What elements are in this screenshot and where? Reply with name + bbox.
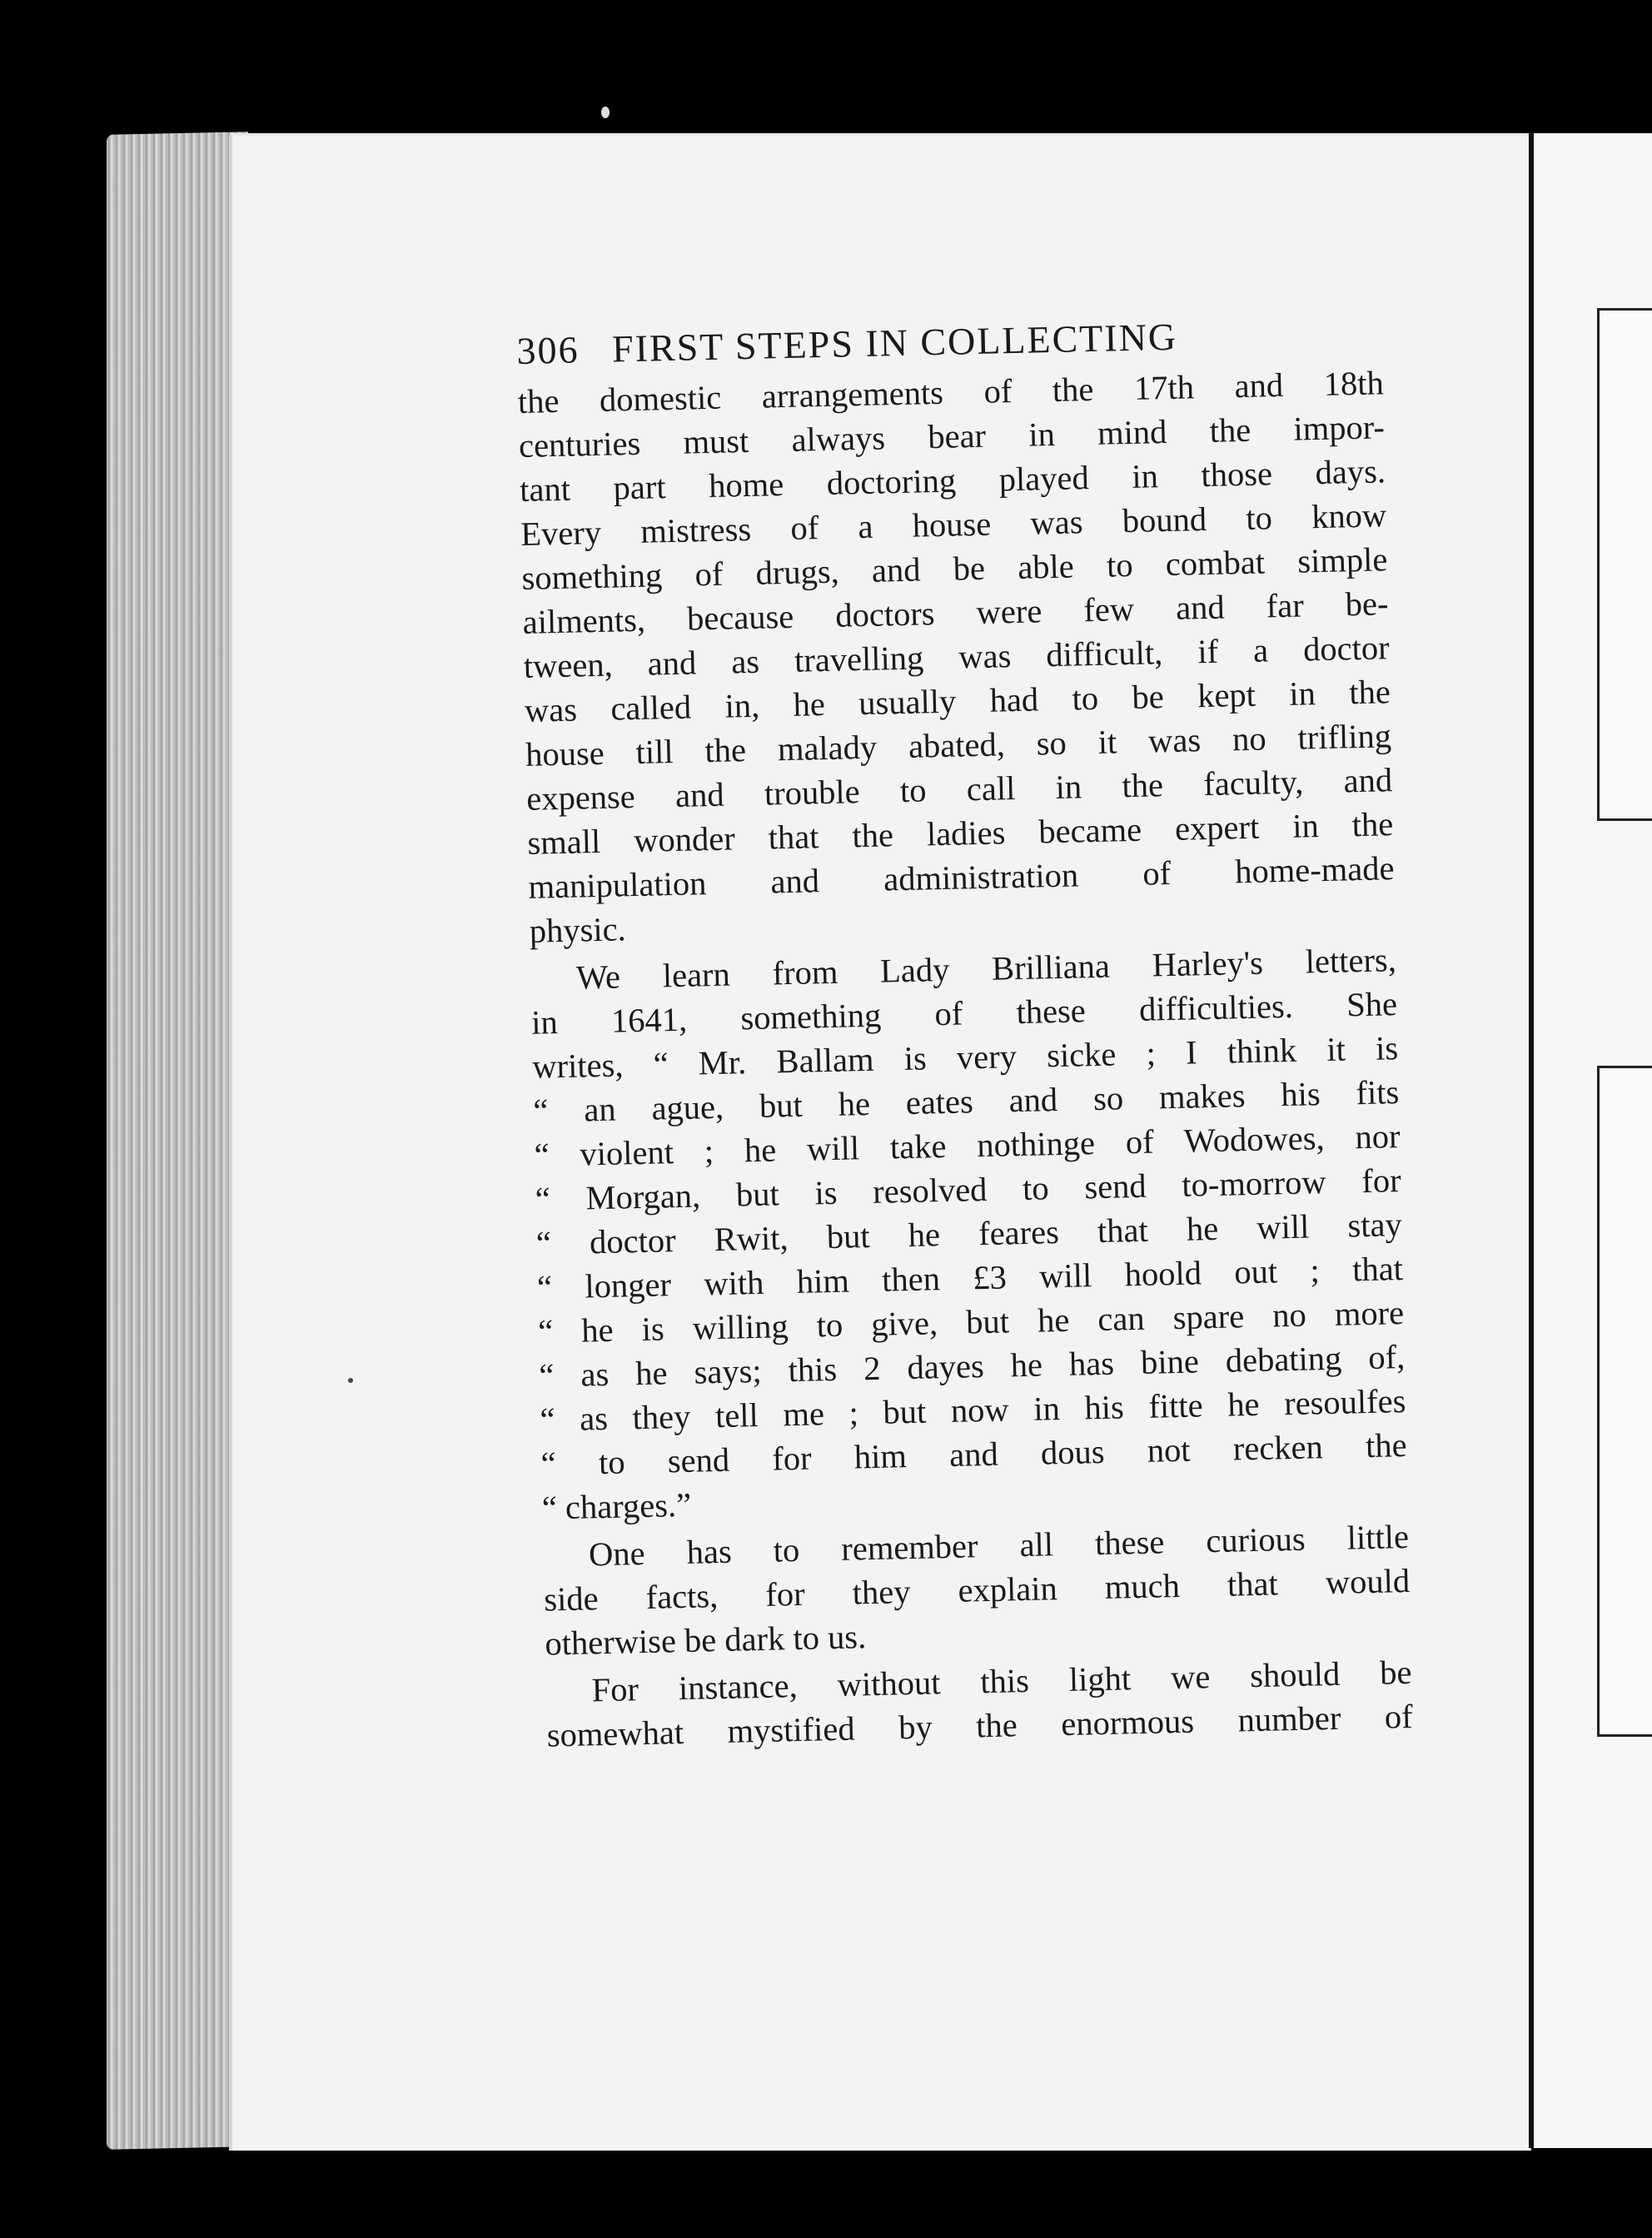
text-line: in 1641, something of these difficulties. She — [530, 985, 1398, 1042]
text-line: “ doctor Rwit, but he feares that he will stay — [535, 1206, 1403, 1262]
paragraph — [517, 361, 1396, 953]
page-number: 306 — [516, 328, 580, 372]
text-line: small wonder that the ladies became expert in the — [526, 805, 1394, 862]
body-text — [517, 361, 1413, 1757]
text-line: tant part home doctoring played in those days. — [519, 452, 1386, 509]
paragraph — [543, 1514, 1411, 1666]
text-line: somewhat mystified by the enormous number of — [546, 1697, 1414, 1754]
text-line: the domestic arrangements of the 17th and 18th — [517, 364, 1385, 420]
facing-plate-frame-top — [1597, 308, 1652, 821]
text-line: “ to send for him and dous not recken the — [540, 1425, 1407, 1483]
text-line: “ charges.” — [541, 1485, 692, 1527]
text-line: ailments, because doctors were few and far be- — [522, 584, 1389, 641]
text-line: writes, “ Mr. Ballam is very sicke ; I think it is — [531, 1029, 1399, 1086]
text-line: “ he is willing to give, but he can spare no more — [537, 1294, 1405, 1350]
text-line: otherwise be dark to us. — [544, 1618, 867, 1663]
dust-mark — [601, 107, 610, 118]
book-page-edges — [107, 132, 248, 2150]
text-line: something of drugs, and be able to combat simple — [521, 540, 1388, 597]
page-text-block — [516, 310, 1413, 1757]
text-line: “ as they tell me ; but now in his fitte he resoulfes — [540, 1382, 1406, 1439]
text-line: We learn from Lady Brilliana Harley's letters, — [575, 941, 1397, 997]
text-line: side facts, for they explain much that would — [543, 1561, 1411, 1619]
text-line: “ as he says; this 2 dayes he has bine debating of, — [538, 1338, 1406, 1395]
text-line: expense and trouble to call in the faculty, and — [525, 761, 1393, 818]
text-line: house till the malady abated, so it was no trifling — [525, 717, 1392, 773]
text-line: “ longer with him then £3 will hoold out ; that — [536, 1250, 1404, 1306]
running-title: FIRST STEPS IN COLLECTING — [611, 315, 1178, 371]
text-line: “ violent ; he will take nothinge of Wodowes, nor — [534, 1117, 1401, 1174]
text-line: For instance, without this light we should be — [591, 1653, 1412, 1709]
text-line: One has to remember all these curious little — [588, 1517, 1410, 1574]
text-line: tween, and as travelling was difficult, if a doctor — [523, 629, 1391, 685]
text-line: manipulation and administration of home-made — [528, 849, 1395, 906]
text-line: Every mistress of a house was bound to know — [520, 496, 1387, 553]
text-line: physic. — [529, 910, 627, 950]
text-line: centuries must always bear in mind the impor- — [518, 408, 1386, 465]
text-line: was called in, he usually had to be kept in the — [524, 673, 1391, 729]
page-speck — [348, 1378, 353, 1383]
paragraph — [545, 1650, 1413, 1758]
text-line: “ Morgan, but is resolved to send to-morrow for — [535, 1161, 1402, 1218]
paragraph — [530, 937, 1408, 1530]
text-line: “ an ague, but he eates and so makes his fits — [533, 1073, 1400, 1130]
facing-plate-frame-bottom — [1597, 1066, 1652, 1737]
